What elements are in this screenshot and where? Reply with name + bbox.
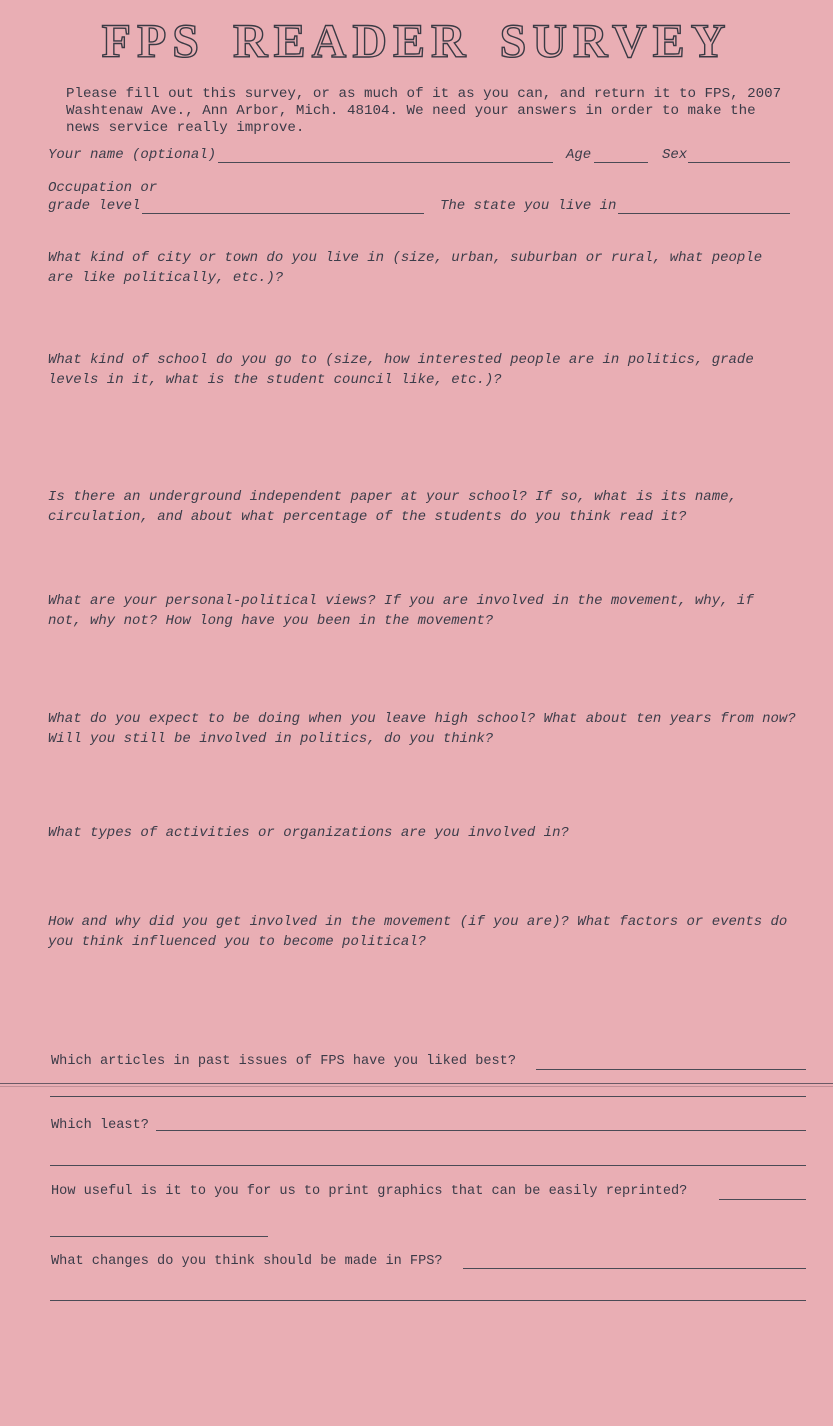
question-changes: What changes do you think should be made in FPS? bbox=[51, 1254, 443, 1269]
graphics-field-2[interactable] bbox=[50, 1236, 268, 1237]
changes-field-2[interactable] bbox=[50, 1300, 806, 1301]
fold-line bbox=[0, 1083, 833, 1084]
fold-shadow bbox=[0, 1086, 833, 1087]
liked-best-field-2[interactable] bbox=[50, 1096, 806, 1097]
question-least: Which least? bbox=[51, 1118, 149, 1133]
sex-label: Sex bbox=[662, 147, 688, 163]
name-field[interactable] bbox=[218, 162, 553, 163]
question-activities: What types of activities or organizations are you involved in? bbox=[48, 825, 569, 841]
question-graphics: How useful is it to you for us to print graphics that can be easily reprinted? bbox=[51, 1184, 688, 1199]
state-label: The state you live in bbox=[440, 198, 617, 214]
question-views: What are your personal-political views? If you are involved in the movement, why, if not, why not? How long have you been in the movement? bbox=[48, 593, 754, 629]
name-label: Your name (optional) bbox=[48, 147, 217, 163]
question-paper: Is there an underground independent paper at your school? If so, what is its name, circulation, and about what percentage of the students do you think read it? bbox=[48, 489, 737, 525]
question-involvement: How and why did you get involved in the movement (if you are)? What factors or events do you think influenced you to become political? bbox=[48, 914, 788, 950]
liked-best-field[interactable] bbox=[536, 1069, 806, 1070]
occupation-label-line2: grade level bbox=[48, 198, 141, 214]
sex-field[interactable] bbox=[688, 162, 790, 163]
question-school: What kind of school do you go to (size, how interested people are in politics, grade levels in it, what is the student council like, etc.)? bbox=[48, 352, 754, 388]
title-word-fps: FPS bbox=[101, 15, 205, 68]
title-word-survey: SURVEY bbox=[499, 15, 732, 68]
least-field[interactable] bbox=[156, 1130, 806, 1131]
question-city: What kind of city or town do you live in (size, urban, suburban or rural, what people are like politically, etc.)? bbox=[48, 250, 763, 286]
occupation-label-line1: Occupation or bbox=[48, 180, 158, 196]
occupation-field[interactable] bbox=[142, 213, 424, 214]
question-liked-best: Which articles in past issues of FPS have you liked best? bbox=[51, 1054, 516, 1069]
intro-paragraph: Please fill out this survey, or as much of it as you can, and return it to FPS, 2007 Washtenaw Ave., Ann Arbor, Mich. 48104. We need your answers in order to make the news service really improve. bbox=[66, 86, 782, 136]
least-field-2[interactable] bbox=[50, 1165, 806, 1166]
state-field[interactable] bbox=[618, 213, 790, 214]
title-word-reader: READER bbox=[232, 15, 472, 68]
age-label: Age bbox=[566, 147, 592, 163]
age-field[interactable] bbox=[594, 162, 648, 163]
changes-field[interactable] bbox=[463, 1268, 806, 1269]
survey-title bbox=[0, 14, 833, 69]
graphics-field[interactable] bbox=[719, 1199, 806, 1200]
question-future: What do you expect to be doing when you leave high school? What about ten years from now? Will you still be involved in politics, do you think? bbox=[48, 711, 796, 747]
